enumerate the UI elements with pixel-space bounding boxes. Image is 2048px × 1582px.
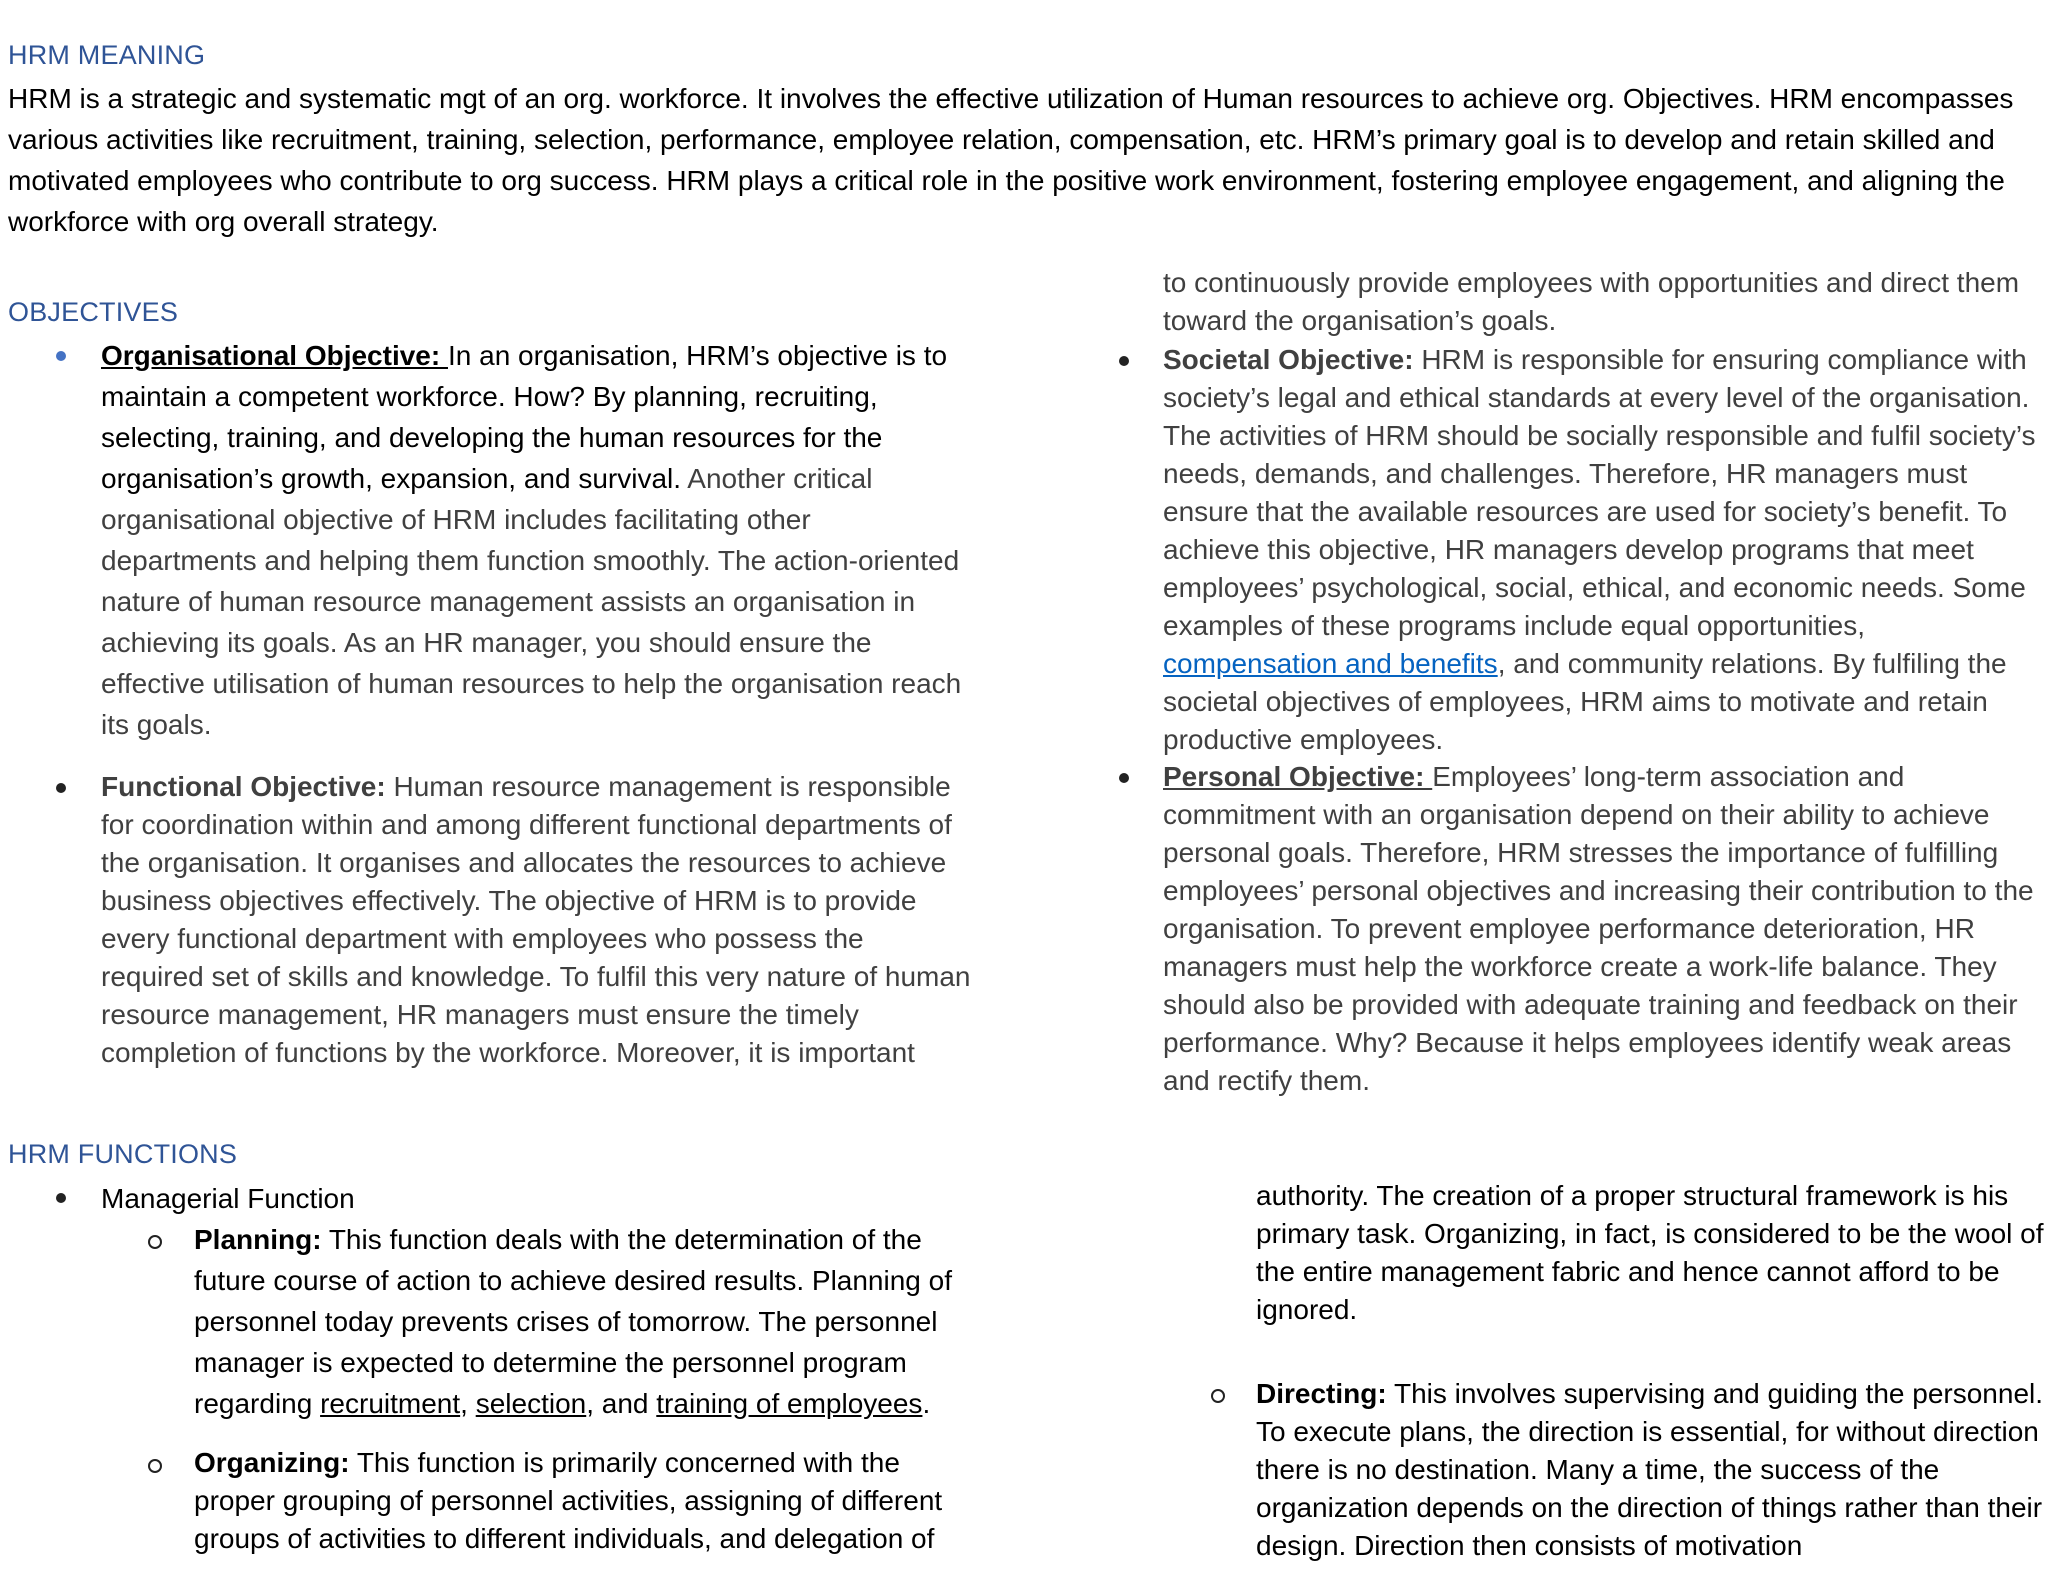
organisational-text-dark: In an organisation, HRM’s objective is to maintain a competent workforce. How? By planning, recruiting, selecting, training, and developing the human resources for the organisation’s growth, expansion, and survival. <box>101 340 948 494</box>
organizing-text: This function is primarily concerned with the proper grouping of personnel activities, assigning of different groups of activities to different individuals, and delegation of <box>194 1447 943 1554</box>
societal-text: HRM is responsible for ensuring compliance with society’s legal and ethical standards at every level of the organisation. The activities of HRM should be socially responsible and fulfil society’s needs, demands, and challenges. Therefore, HR managers must ensure that the available resources are used for society’s benefit. To achieve this objective, HR managers develop programs that meet employees’ psychological, social, ethical, and economic needs. Some examples of these programs include equal opportunities, <box>1163 344 2036 641</box>
organisational-bullet <box>56 351 66 361</box>
functional-objective <box>101 768 971 1072</box>
personal-text: Employees’ long-term association and commitment with an organisation depend on their ability to achieve personal goals. Therefore, HRM stresses the importance of fulfilling employees’ personal objectives and increasing their contribution to the organisation. To prevent employee performance deterioration, HR managers must help the workforce create a work-life balance. They should also be provided with adequate training and feedback on their performance. Why? Because it helps employees identify weak areas and rectify them. <box>1163 761 2034 1096</box>
planning-end: . <box>922 1388 931 1419</box>
recruitment-link[interactable]: recruitment <box>320 1388 461 1419</box>
organisational-text-gray: Another critical organisational objective of HRM includes facilitating other departments and helping them function smoothly. The action-oriented nature of human resource management assists an organisation in achieving its goals. As an HR manager, you should ensure the effective utilisation of human resources to help the organisation reach its goals. <box>101 463 962 740</box>
planning-text: This function deals with the determination of the future course of action to achieve desired results. Planning of personnel today prevents crises of tomorrow. The personnel manager is expected to determine the personnel program regarding <box>194 1224 952 1419</box>
planning-item <box>194 1219 984 1424</box>
organisational-objective <box>101 335 971 745</box>
organizing-item <box>194 1444 984 1558</box>
meaning-paragraph: HRM is a strategic and systematic mgt of an org. workforce. It involves the effective utilization of Human resources to achieve org. Objectives. HRM encompasses various activities like recruitment, training, selection, performance, employee relation, compensation, etc. HRM’s primary goal is to develop and retain skilled and motivated employees who contribute to org success. HRM plays a critical role in the positive work environment, fostering employee engagement, and aligning the workforce with org overall strategy. <box>8 83 2014 237</box>
personal-objective <box>1163 758 2043 1100</box>
functional-label: Functional Objective: <box>101 771 386 802</box>
societal-bullet <box>1119 356 1129 366</box>
directing-item <box>1256 1375 2046 1565</box>
organisational-label: Organisational Objective: <box>101 340 448 371</box>
meaning-heading: HRM MEANING <box>8 40 206 70</box>
managerial-function: Managerial Function <box>101 1183 355 1214</box>
planning-label: Planning: <box>194 1224 322 1255</box>
functional-objective-continued: to continuously provide employees with opportunities and direct them toward the organisation’s goals. <box>1163 267 2020 336</box>
organizing-label: Organizing: <box>194 1447 350 1478</box>
selection-link[interactable]: selection <box>475 1388 587 1419</box>
societal-label: Societal Objective: <box>1163 344 1414 375</box>
organizing-continued: authority. The creation of a proper structural framework is his primary task. Organizing, in fact, is considered to be the wool of the entire management fabric and hence cannot afford to be ignored. <box>1256 1180 2044 1325</box>
planning-bullet <box>148 1235 162 1249</box>
managerial-bullet <box>56 1193 66 1203</box>
personal-bullet <box>1119 773 1129 783</box>
directing-text: This involves supervising and guiding the personnel. To execute plans, the direction is essential, for without direction there is no destination. Many a time, the success of the organization depends on the direction of things rather than their design. Direction then consists of motivation <box>1256 1378 2044 1561</box>
planning-sep2: , and <box>586 1388 657 1419</box>
compensation-benefits-link[interactable]: compensation and benefits <box>1163 648 1498 679</box>
directing-bullet <box>1211 1389 1225 1403</box>
training-of-employees-link[interactable]: training of employees <box>656 1388 923 1419</box>
planning-sep1: , <box>460 1388 476 1419</box>
functions-heading: HRM FUNCTIONS <box>8 1139 238 1169</box>
societal-text-end: , and community relations. By fulfiling the societal objectives of employees, HRM aims to motivate and retain productive employees. <box>1163 648 2007 755</box>
directing-label: Directing: <box>1256 1378 1387 1409</box>
functional-text: Human resource management is responsible for coordination within and among different functional departments of the organisation. It organises and allocates the resources to achieve business objectives effectively. The objective of HRM is to provide every functional department with employees who possess the required set of skills and knowledge. To fulfil this very nature of human resource management, HR managers must ensure the timely completion of functions by the workforce. Moreover, it is important <box>101 771 971 1068</box>
objectives-heading: OBJECTIVES <box>8 297 179 327</box>
functional-bullet <box>56 783 66 793</box>
organizing-bullet <box>148 1459 162 1473</box>
personal-label: Personal Objective: <box>1163 761 1433 792</box>
societal-objective <box>1163 341 2047 759</box>
